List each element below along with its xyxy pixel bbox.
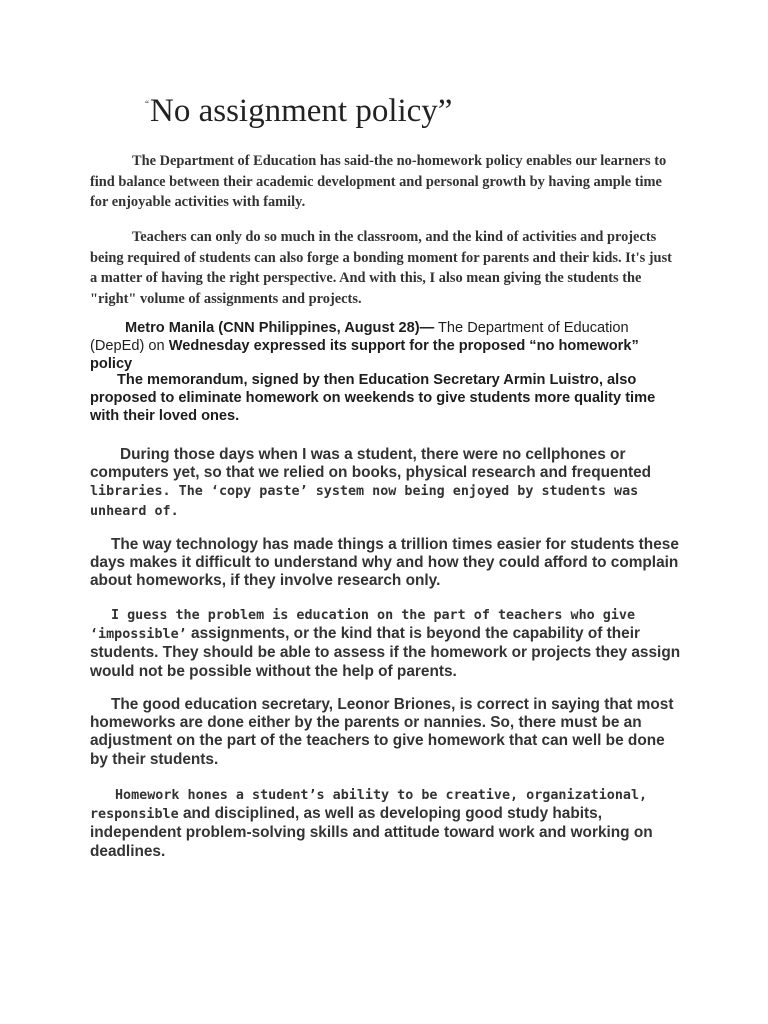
news-lead-rest: Wednesday expressed its support for the proposed “no homework” policy (90, 338, 639, 372)
paragraph-problem (90, 606, 682, 681)
student-days-text-a: During those days when I was a student, there were no cellphones or computers yet, so that we relied on books, physical research and frequented (90, 446, 652, 482)
problem-text-b: assignments, or the kind that is beyond the capability of their students. They should be able to assess if the homework or projects they assign would not be possible without the help of parents. (90, 625, 681, 680)
paragraph-deped-balance: The Department of Education has said-the no-homework policy enables our learners to find balance between their academic development and personal growth by having ample time for enjoyable activities with family. (90, 153, 667, 210)
paragraph-secretary: The good education secretary, Leonor Briones, is correct in saying that most homeworks are done either by the parents or nannies. So, there must be an adjustment on the part of the teachers to give homework that can well be done by their students. (90, 696, 674, 768)
title-open-quote: “ (145, 99, 149, 109)
problem-text-a: I guess the problem is education on the part of teachers who give ‘impossible’ (90, 608, 636, 643)
paragraph-homework-hones (90, 786, 682, 861)
homework-hones-text-a: Homework hones a student’s ability to be creative, organizational, responsible (90, 788, 648, 823)
document-title (145, 93, 452, 130)
paragraph-news-lead (90, 319, 682, 373)
paragraph-memorandum: The memorandum, signed by then Education Secretary Armin Luistro, also proposed to eliminate homework on weekends to give students more quality time with their loved ones. (90, 372, 656, 424)
news-lead-text: The Department of Education (DepEd) on (90, 320, 629, 354)
paragraph-teachers: Teachers can only do so much in the classroom, and the kind of activities and projects being required of students can also forge a bonding moment for parents and their kids. It's just a matter of having the right perspective. And with this, I also mean giving the students the "right" volume of assignments and projects. (90, 229, 672, 307)
paragraph-technology: The way technology has made things a trillion times easier for students these days makes it difficult to understand why and how they could afford to complain about homeworks, if they involve research only. (90, 536, 679, 590)
title-text: No assignment policy” (150, 93, 453, 129)
homework-hones-text-b: and disciplined, as well as developing good study habits, independent problem-solving skills and attitude toward work and working on deadlines. (90, 805, 653, 860)
student-days-text-b: libraries. The ‘copy paste’ system now being enjoyed by students was unheard of. (90, 484, 639, 519)
news-dateline: Metro Manila (CNN Philippines, August 28)— (125, 320, 435, 336)
paragraph-student-days (90, 446, 682, 521)
